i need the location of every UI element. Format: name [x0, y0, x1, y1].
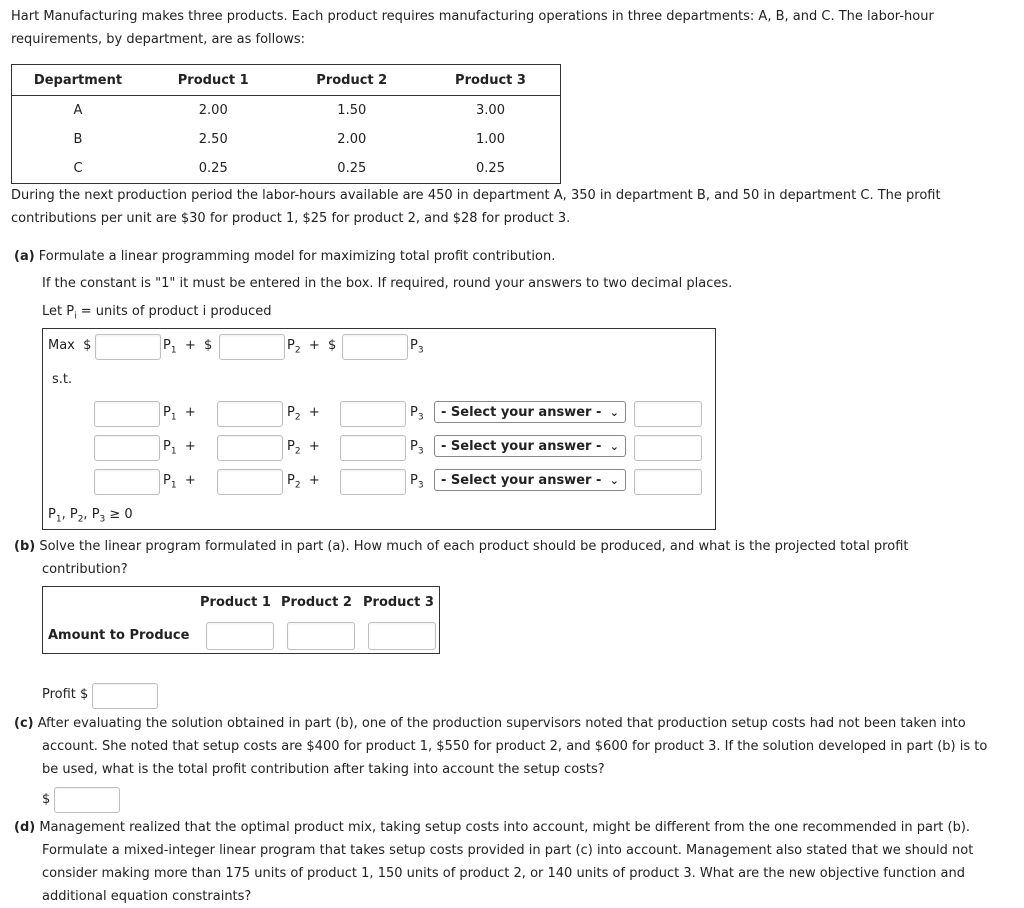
table-row [12, 154, 561, 184]
max-label: Max $ [48, 338, 92, 353]
constraint-1-term-p3: $P_3$ [410, 405, 424, 423]
amount-product-3-input[interactable] [368, 622, 436, 650]
table-cell: B [73, 132, 83, 147]
labor-header-product-3: Product 3 [421, 65, 560, 96]
st-label: s.t. [52, 372, 73, 387]
profit-label: Profit $ [42, 687, 89, 702]
part-c-label: (c) [14, 716, 34, 731]
part-a-label: (a) [14, 249, 35, 264]
table-cell: 0.25 [476, 161, 505, 176]
labor-header-product-2: Product 2 [283, 65, 422, 96]
part-b-label: (b) [14, 539, 36, 554]
part-b-line-2: contribution? [42, 562, 128, 577]
constraint-3-term-p2: $P_2$ + [287, 473, 320, 491]
availability-line-1: During the next production period the labor-hours available are 450 in department A, 350 in department B, and 50 in department C. The profit [11, 188, 941, 203]
let-sub: i [74, 311, 77, 322]
chevron-down-icon: ⌄ [609, 474, 619, 487]
constraint-2-rhs-input[interactable] [634, 435, 702, 461]
production-header-product-2: Product 2 [281, 595, 352, 610]
constraint-2-term-p2: $P_2$ + [287, 439, 320, 457]
intro-line-2: requirements, by department, are as follows: [11, 32, 306, 47]
constraint-3-rhs-input[interactable] [634, 469, 702, 495]
part-a-instruction: If the constant is "1" it must be entered in the box. If required, round your answers to two decimal places. [42, 276, 733, 291]
labor-hours-table [11, 64, 561, 184]
constraint-2-coef-p2-input[interactable] [217, 435, 283, 461]
intro-line-1: Hart Manufacturing makes three products. Each product requires manufacturing operations in three departments: A, B, and C. The labor-hour [11, 9, 934, 24]
part-b-line-1: Solve the linear program formulated in part (a). How much of each product should be produced, and what is the projected total profit [39, 539, 909, 554]
constraint-2-coef-p1-input[interactable] [94, 435, 160, 461]
amount-to-produce-label: Amount to Produce [48, 628, 190, 643]
chevron-down-icon: ⌄ [609, 440, 619, 453]
part-d-label: (d) [14, 820, 36, 835]
part-d-line-1: Management realized that the optimal product mix, taking setup costs into account, might be different from the one recommended in part (b). [39, 820, 971, 835]
table-cell: 0.25 [337, 161, 367, 176]
constraint-1-term-p2: $P_2$ + [287, 405, 320, 423]
objective-term-p2: $P_2$ + $ [287, 338, 337, 356]
availability-line-2: contributions per unit are $30 for product 1, $25 for product 2, and $28 for product 3. [11, 211, 571, 226]
constraint-1-coef-p3-input[interactable] [340, 401, 406, 427]
table-cell: 1.00 [476, 132, 505, 147]
table-cell: C [73, 161, 83, 176]
constraint-2-coef-p3-input[interactable] [340, 435, 406, 461]
part-c-line-2: account. She noted that setup costs are $400 for product 1, $550 for product 2, and $600 for product 3. If the solution developed in part (b) is to [42, 739, 988, 754]
constraint-2-relation-select[interactable]: - Select your answer - ⌄ [434, 435, 626, 457]
part-d-line-2: Formulate a mixed-integer linear program that takes setup costs provided in part (c) into account. Management also stated that we should not [42, 843, 974, 858]
part-c-line-1: After evaluating the solution obtained in part (b), one of the production supervisors noted that production setup costs had not been taken into [37, 716, 966, 731]
constraint-1-relation-select[interactable]: - Select your answer - ⌄ [434, 401, 626, 423]
let-suffix: = units of product i produced [76, 304, 272, 319]
part-b-question [14, 535, 908, 581]
objective-coef-p2-input[interactable] [219, 334, 285, 360]
intro-text [11, 5, 934, 51]
objective-term-p1: $P_1$ + $ [163, 338, 213, 356]
table-cell: 2.00 [337, 132, 367, 147]
table-cell: 3.00 [476, 103, 505, 118]
constraint-3-coef-p2-input[interactable] [217, 469, 283, 495]
part-a-question [14, 249, 555, 264]
constraint-3-coef-p3-input[interactable] [340, 469, 406, 495]
labor-header-product-1: Product 1 [144, 65, 283, 96]
objective-coef-p1-input[interactable] [95, 334, 161, 360]
profit-input[interactable] [92, 683, 158, 709]
part-c-question [14, 712, 987, 781]
chevron-down-icon: ⌄ [609, 406, 619, 419]
constraint-3-term-p3: $P_3$ [410, 473, 424, 491]
production-header-product-3: Product 3 [363, 595, 434, 610]
constraint-2-term-p1: $P_1$ + [163, 439, 196, 457]
table-cell: 2.50 [198, 132, 228, 147]
part-d-line-4: additional equation constraints? [42, 889, 252, 904]
amount-product-1-input[interactable] [206, 622, 274, 650]
labor-header-department: Department [12, 65, 145, 96]
objective-coef-p3-input[interactable] [342, 334, 408, 360]
constraint-1-coef-p2-input[interactable] [217, 401, 283, 427]
table-cell: 0.25 [198, 161, 228, 176]
labor-table-header-row [12, 65, 561, 96]
let-prefix: Let P [42, 304, 75, 319]
table-row [12, 96, 561, 126]
amount-product-2-input[interactable] [287, 622, 355, 650]
variable-definition [42, 304, 272, 322]
constraint-1-coef-p1-input[interactable] [94, 401, 160, 427]
table-cell: 1.50 [337, 103, 367, 118]
part-d-line-3: consider making more than 175 units of product 1, 150 units of product 2, or 140 units of product 3. What are the new objective function and [42, 866, 965, 881]
table-row [12, 125, 561, 154]
constraint-2-term-p3: $P_3$ [410, 439, 424, 457]
constraint-3-term-p1: $P_1$ + [163, 473, 196, 491]
table-cell: 2.00 [198, 103, 228, 118]
production-header-product-1: Product 1 [200, 595, 271, 610]
part-a-question-text: Formulate a linear programming model for maximizing total profit contribution. [38, 249, 556, 264]
constraint-1-term-p1: $P_1$ + [163, 405, 196, 423]
table-cell: A [73, 103, 83, 118]
objective-term-p3: $P_3$ [410, 338, 424, 356]
constraint-3-relation-select[interactable]: - Select your answer - ⌄ [434, 469, 626, 491]
part-d-question [14, 816, 973, 908]
constraint-1-rhs-input[interactable] [634, 401, 702, 427]
constraint-3-coef-p1-input[interactable] [94, 469, 160, 495]
availability-text [11, 184, 941, 230]
part-c-profit-input[interactable] [54, 787, 120, 813]
part-c-line-3: be used, what is the total profit contribution after taking into account the setup costs? [42, 762, 605, 777]
nonnegativity-constraint: $P_1$, $P_2$, $P_3 \ge 0$ [48, 507, 133, 525]
part-c-currency: $ [42, 792, 51, 807]
